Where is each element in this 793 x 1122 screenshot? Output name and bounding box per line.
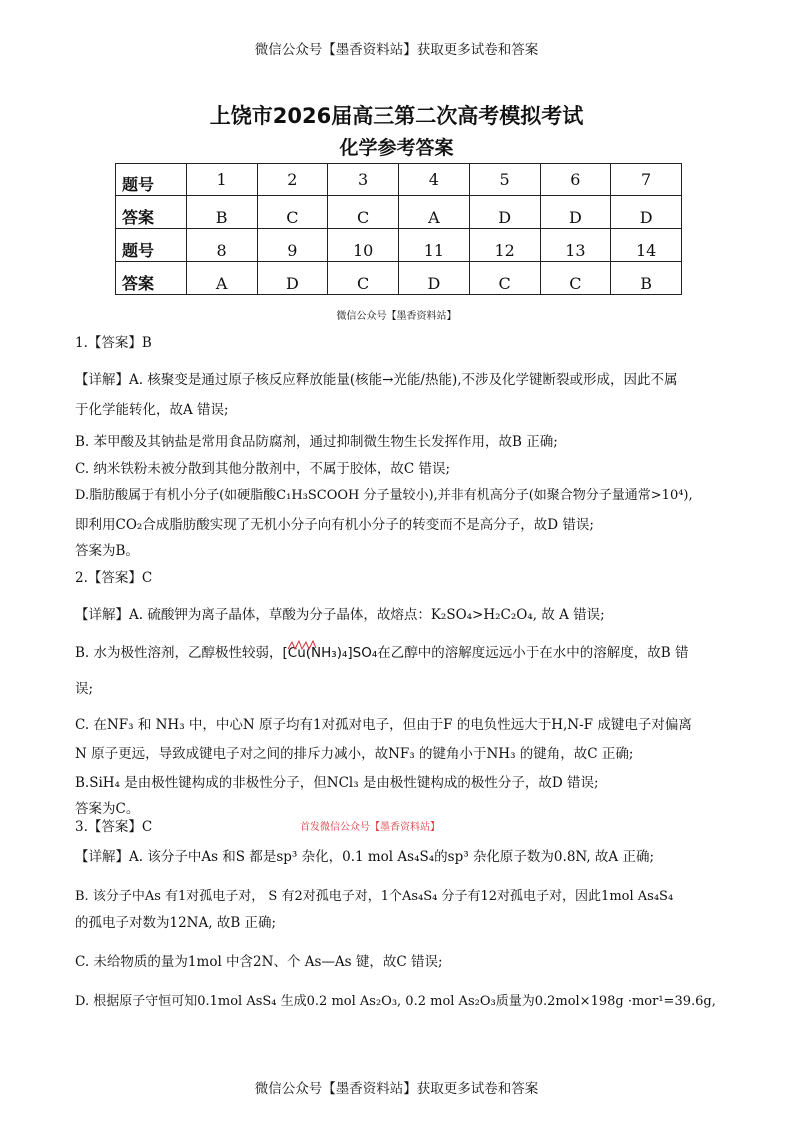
q2-explanation-line: N 原子更远，导致成键电子对之间的排斥力减小，故NF₃ 的键角小于NH₃ 的键角，故C 正确; [75,746,634,762]
table-cell: 10 [328,229,399,262]
q3-explanation-line: B. 该分子中As 有1对孤电子对， S 有2对孤电子对，1个As₄S₄ 分子有12对孤电子对，因此1mol As₄S₄ [75,889,674,904]
answer-table [115,163,682,295]
table-cell: D [540,196,611,229]
page-title: 上饶市2026届高三第二次高考模拟考试 [209,104,584,128]
q2-conclusion: 答案为C。 [75,801,140,817]
q3-explanation-line: 的孤电子对数为12NA, 故B 正确; [75,915,277,931]
q3-answer-line: 3.【答案】C [75,819,153,835]
red-source-note: 首发微信公众号【墨香资料站】 [300,822,440,833]
table-cell: 13 [540,229,611,262]
table-cell: 1 [186,164,257,196]
table-cell: B [186,196,257,229]
table-cell: 8 [186,229,257,262]
q2-explanation-line: 误; [75,681,94,697]
table-cell: C [469,262,540,295]
q1-conclusion: 答案为B。 [75,543,139,559]
table-row-numbers-1 [116,164,682,196]
table-cell: 3 [328,164,399,196]
table-cell: A [186,262,257,295]
table-cell: 12 [469,229,540,262]
table-cell: C [328,262,399,295]
table-row-answers-2 [116,262,682,295]
table-cell: D [469,196,540,229]
table-cell: 4 [399,164,470,196]
table-cell: 11 [399,229,470,262]
row-label-number: 题号 [116,164,187,196]
table-cell: 7 [611,164,682,196]
q1-explanation-line: 于化学能转化，故A 错误; [75,402,229,418]
q1-answer-line: 1.【答案】B [75,335,152,351]
q1-explanation-line: D.脂肪酸属于有机小分子(如硬脂酸C₁H₃SCOOH 分子量较小),并非有机高分子(如聚合物分子量通常>10⁴), [75,488,693,503]
scribble-mark-icon [287,639,317,651]
table-cell: C [257,196,328,229]
table-row-numbers-2 [116,229,682,262]
table-cell: B [611,262,682,295]
table-row-answers-1 [116,196,682,229]
q1-explanation-line: B. 苯甲酸及其钠盐是常用食品防腐剂，通过抑制微生物生长发挥作用，故B 正确; [75,434,558,450]
q3-explanation-line: C. 未给物质的量为1mol 中含2N、个 As—As 键，故C 错误; [75,954,443,970]
q2-explanation-line: C. 在NF₃ 和 NH₃ 中，中心N 原子均有1对孤对电子，但由于F 的电负性远大于H,N-F 成键电子对偏离 [75,717,692,733]
q2-answer-line: 2.【答案】C [75,570,153,586]
q2-explanation-line: B.SiH₄ 是由极性键构成的非极性分子，但NCl₃ 是由极性键构成的极性分子，故D 错误; [75,775,599,791]
q2-explanation-line: 【详解】A. 硫酸钾为离子晶体，草酸为分子晶体，故熔点：K₂SO₄>H₂C₂O₄, 故 A 错误; [75,607,605,623]
q3-explanation-line: 【详解】A. 该分子中As 和S 都是sp³ 杂化，0.1 mol As₄S₄的sp³ 杂化原子数为0.8N, 故A 正确; [75,849,655,865]
table-cell: C [540,262,611,295]
row-label-number: 题号 [116,229,187,262]
q2-line-b-prefix: B. 水为极性溶剂，乙醇极性较弱， [75,645,283,661]
page-subtitle: 化学参考答案 [339,137,454,159]
q2-explanation-line [75,641,688,661]
table-cell: 14 [611,229,682,262]
page-footer: 微信公众号【墨香资料站】获取更多试卷和答案 [254,1081,539,1097]
table-cell: 6 [540,164,611,196]
table-cell: 5 [469,164,540,196]
table-cell: 9 [257,229,328,262]
copper-complex-text: [Cu(NH₃)₄]SO₄ [282,645,378,661]
table-cell: D [611,196,682,229]
q2-line-b-suffix: 在乙醇中的溶解度远远小于在水中的溶解度，故B 错 [377,645,689,661]
q1-explanation-line: C. 纳米铁粉未被分散到其他分散剂中，不属于胶体，故C 错误; [75,461,451,477]
q1-explanation-line: 【详解】A. 核聚变是通过原子核反应释放能量(核能→光能/热能),不涉及化学键断裂或形成，因此不属 [75,372,678,388]
table-cell: C [328,196,399,229]
table-cell: 2 [257,164,328,196]
source-note: 微信公众号【墨香资料站】 [336,311,457,322]
q3-explanation-line: D. 根据原子守恒可知0.1mol AsS₄ 生成0.2 mol As₂O₃, 0.2 mol As₂O₃质量为0.2mol×198g ·mor¹=39.6g, [75,994,716,1009]
table-cell: D [257,262,328,295]
row-label-answer: 答案 [116,262,187,295]
q1-explanation-line: 即利用CO₂合成脂肪酸实现了无机小分子向有机小分子的转变而不是高分子，故D 错误; [75,517,594,533]
page-header: 微信公众号【墨香资料站】获取更多试卷和答案 [254,42,539,58]
row-label-answer: 答案 [116,196,187,229]
table-cell: D [399,262,470,295]
table-cell: A [399,196,470,229]
copper-complex-formula [283,645,378,661]
